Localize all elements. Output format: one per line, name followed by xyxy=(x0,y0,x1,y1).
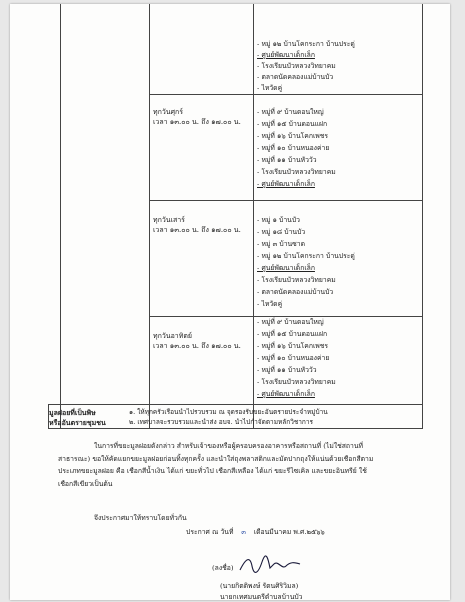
location-item: - โรงเรียนบัวหลวงวิทยาคม xyxy=(257,378,336,386)
location-item: - ศูนย์พัฒนาเด็กเล็ก xyxy=(257,180,315,188)
date-rest: เดือนมีนาคม พ.ศ.๒๕๖๖ xyxy=(253,528,325,536)
location-item: - ศูนย์พัฒนาเด็กเล็ก xyxy=(257,51,315,59)
location-item: - หมู่ ๑๒ บ้านโคกระกา บ้านประดู่ xyxy=(257,40,355,48)
paragraph-line: ประเภทขยะมูลฝอย คือ เชือกสีน้ำเงิน ได้แก่ ขยะทั่วไป เชือกสีเหลือง ได้แก่ ขยะรีไซเคิล และขยะอินทรีย์ ใช้ xyxy=(58,467,367,475)
location-item: - ศูนย์พัฒนาเด็กเล็ก xyxy=(257,390,315,398)
paragraph-line: เชือกสีเขียวเป็นต้น xyxy=(58,479,113,488)
date-line xyxy=(186,528,325,537)
row-divider xyxy=(149,94,422,95)
location-item: - หมู่ที่ ๑๕ บ้านดอนแฝก xyxy=(257,330,328,338)
location-item: - โรงเรียนบัวหลวงวิทยาคม xyxy=(257,62,336,70)
table-column-divider xyxy=(149,4,150,428)
location-item: - หมู่ที่ ๙ บ้านดอนใหญ่ xyxy=(257,108,324,116)
location-item: - หมู่ที่ ๑๐ บ้านหนองค่าย xyxy=(257,354,330,362)
hazard-label: มูลฝอยที่เป็นพิษ xyxy=(49,408,96,417)
table-column-divider xyxy=(253,4,254,428)
time-label: เวลา ๑๓.๐๐ น. ถึง ๑๗.๐๐ น. xyxy=(153,118,241,126)
location-item: - โรงเรียนบัวหลวงวิทยาคม xyxy=(257,276,336,284)
date-prefix: ประกาศ ณ วันที่ xyxy=(186,528,234,536)
location-item: - หมู่ ๓ บ้านซาด xyxy=(257,240,306,248)
signature-image xyxy=(238,554,302,576)
location-item: - หมู่ที่ ๑๕ บ้านดอนแฝก xyxy=(257,120,328,128)
date-day: ๓ xyxy=(241,528,246,536)
hazard-item: ๒. เทศบาลจะรวบรวมและนำส่ง อบจ. นำไปกำจัดตามหลักวิชาการ xyxy=(129,418,313,426)
location-item: - หมู่ที่ ๑๑ บ้านหัววัว xyxy=(257,366,317,374)
location-item: - หมู่ที่ ๑๐ บ้านหนองค่าย xyxy=(257,144,330,152)
row-divider xyxy=(149,200,422,201)
location-item: - ตลาดนัดคลองแม่บ้านบัว xyxy=(257,73,334,81)
location-item: - หมู่ที่ ๙ บ้านดอนใหญ่ xyxy=(257,318,324,326)
day-label: ทุกวันอาทิตย์ xyxy=(153,332,192,340)
row-divider xyxy=(61,404,422,405)
hazard-left-border xyxy=(48,404,49,428)
hazard-item: ๑. ให้ทุกครัวเรือนนำไปรวบรวม ณ จุดรองรับขยะอันตรายประจำหมู่บ้าน xyxy=(129,408,328,416)
hazard-bottom-border xyxy=(48,428,60,429)
schedule-table xyxy=(49,4,423,429)
hazard-top-border xyxy=(48,404,60,405)
location-item: - หมู่ ๑๒ บ้านโคกระกา บ้านประดู่ xyxy=(257,252,355,260)
location-item: - ตลาดนัดคลองแม่บ้านบัว xyxy=(257,288,334,296)
location-item: - หมู่ที่ ๑๖ บ้านโคกเพชร xyxy=(257,132,329,140)
signer-name: (นายกิตติพงษ์ รัตนศิริวิมล) xyxy=(220,582,299,590)
location-item: - หมู่ที่ ๑๖ บ้านโคกเพชร xyxy=(257,342,329,350)
hazard-label: หรืออันตรายชุมชน xyxy=(49,418,106,427)
time-label: เวลา ๑๓.๐๐ น. ถึง ๑๗.๐๐ น. xyxy=(153,342,241,350)
paragraph-line: สาธารณะ) ขอให้คัดแยกขยะมูลฝอยก่อนทิ้งทุกครั้ง และนำใส่ถุงพลาสติกและมัดปากถุงให้แน่นด้วยเชือกสีตาม xyxy=(58,454,374,463)
document-page xyxy=(10,4,450,600)
day-label: ทุกวันศุกร์ xyxy=(153,108,184,116)
announcement-line: จึงประกาศมาให้ทราบโดยทั่วกัน xyxy=(94,514,187,522)
location-item: - โรงเรียนบัวหลวงวิทยาคม xyxy=(257,168,336,176)
paragraph-line: ในการที่ขยะมูลฝอยดังกล่าว สำหรับเจ้าของหรือผู้ครอบครองอาคารหรือสถานที่ (ไม่ใช่สถานที่ xyxy=(94,442,363,450)
day-label: ทุกวันเสาร์ xyxy=(153,216,185,224)
location-item: - ไหวัดคู่ xyxy=(257,84,283,92)
time-label: เวลา ๑๓.๐๐ น. ถึง ๑๗.๐๐ น. xyxy=(153,226,241,234)
location-item: - หมู่ที่ ๑๑ บ้านหัววัว xyxy=(257,156,317,164)
sign-label: (ลงชื่อ) xyxy=(212,564,234,572)
location-item: - ศูนย์พัฒนาเด็กเล็ก xyxy=(257,264,315,272)
signer-position: นายกเทศมนตรีตำบลบ้านบัว xyxy=(220,593,303,601)
row-divider xyxy=(149,316,422,317)
location-item: - ไหวัดคู่ xyxy=(257,300,283,308)
location-item: - หมู่ ๑๘ บ้านบัว xyxy=(257,228,306,236)
location-item: - หมู่ ๑ บ้านบัว xyxy=(257,216,300,224)
instruction-paragraph xyxy=(58,440,418,490)
